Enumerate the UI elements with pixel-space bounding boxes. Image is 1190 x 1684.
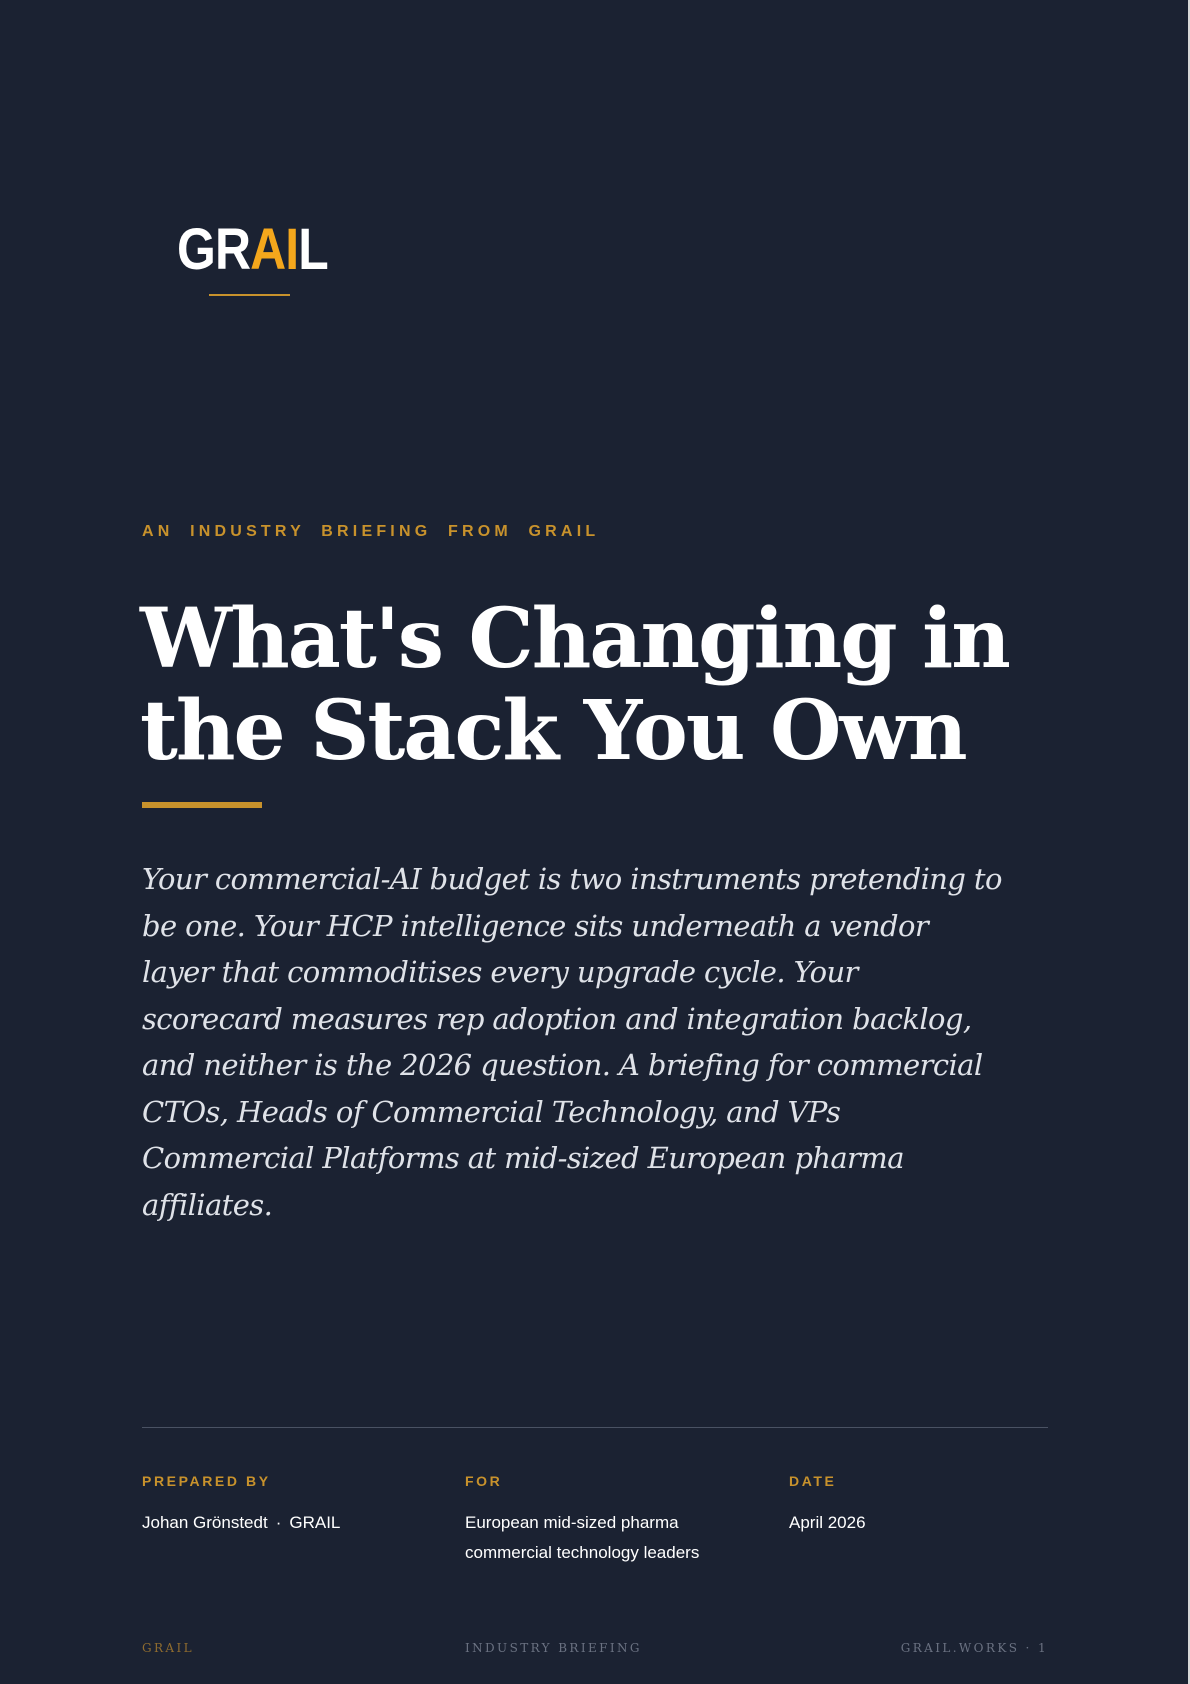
meta-for-value xyxy=(465,1508,765,1568)
meta-date-label: DATE xyxy=(789,1473,837,1489)
meta-prepared-by-label: PREPARED BY xyxy=(142,1473,271,1489)
separator-dot: · xyxy=(275,1513,282,1532)
footer-section: INDUSTRY BRIEFING xyxy=(465,1641,642,1655)
audience-line-2: commercial technology leaders xyxy=(465,1543,700,1562)
grail-logo xyxy=(177,218,328,282)
author-name: Johan Grönstedt xyxy=(142,1513,268,1532)
logo-text-l: L xyxy=(298,217,328,282)
meta-divider xyxy=(142,1427,1048,1428)
title-rule xyxy=(142,802,262,808)
meta-for-label: FOR xyxy=(465,1473,503,1489)
meta-date xyxy=(789,1472,1089,1538)
title-line-1: What's Changing in xyxy=(140,591,1009,687)
meta-for xyxy=(465,1472,765,1568)
footer-site-page: GRAIL.WORKS · 1 xyxy=(900,1641,1048,1655)
logo-text-ai: AI xyxy=(250,217,299,282)
lede-paragraph: Your commercial-AI budget is two instruments pretending to be one. Your HCP intelligence sits underneath a vendor layer that commoditises every upgrade cycle. Your scorecard measures rep adoption and integration backlog, and neither is the 2026 question. A briefing for commercial CTOs, Heads of Commercial Technology, and VPs Commercial Platforms at mid-sized European pharma affiliates. xyxy=(142,862,1002,1222)
footer-brand: GRAIL xyxy=(142,1641,194,1655)
logo-underline xyxy=(209,294,290,296)
meta-date-value: April 2026 xyxy=(789,1513,866,1532)
logo-text-gr: GR xyxy=(177,217,251,282)
title-line-2: the Stack You Own xyxy=(140,683,966,779)
kicker: AN INDUSTRY BRIEFING FROM GRAIL xyxy=(142,523,600,540)
meta-prepared-by xyxy=(142,1472,442,1538)
page-title xyxy=(140,593,1040,777)
audience-line-1: European mid-sized pharma xyxy=(465,1513,679,1532)
author-org: GRAIL xyxy=(289,1513,341,1532)
meta-prepared-by-value xyxy=(142,1508,442,1538)
